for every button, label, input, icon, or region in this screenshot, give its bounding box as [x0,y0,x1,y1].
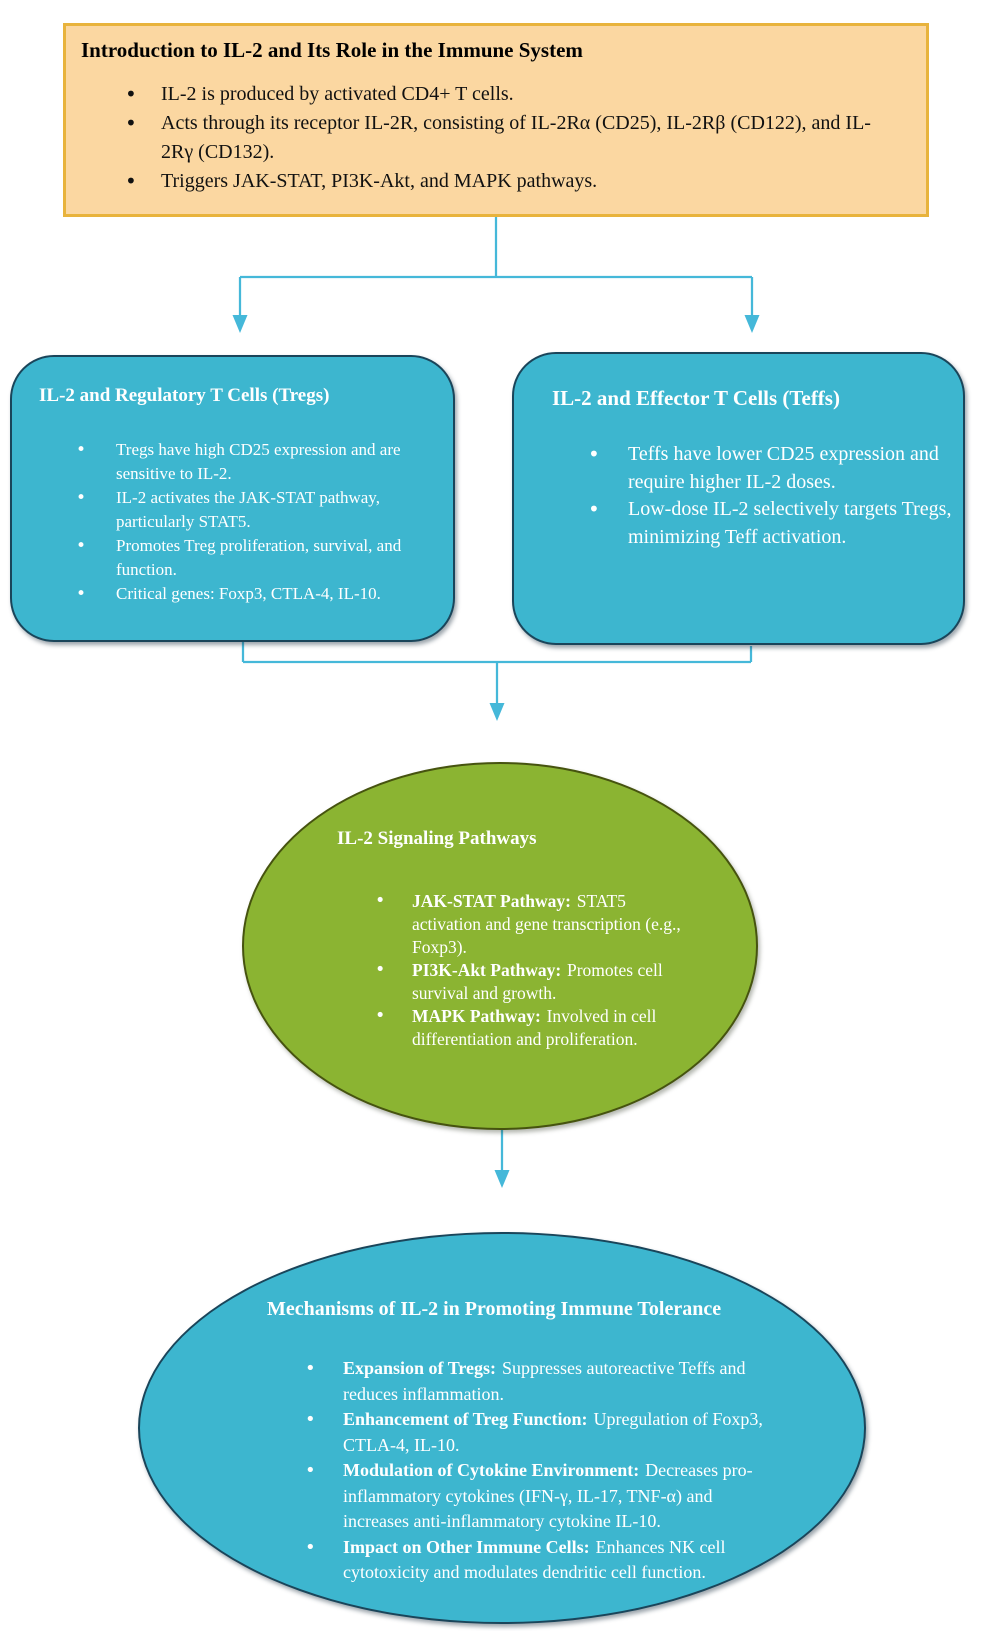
teffs-bullet-list [514,441,963,551]
bullet-detail: Upregulation of Foxp3, CTLA-4, IL-10. [343,1409,763,1455]
bullet-lead: Modulation of Cytokine Environment: [343,1460,640,1480]
bullet-item [514,441,963,496]
bullet-detail: Promotes cell survival and growth. [412,960,663,1003]
connector-boxes-to-signaling [243,641,751,721]
bullet-detail: Enhances NK cell cytotoxicity and modulates dendritic cell function. [343,1536,726,1582]
bullet-item [12,582,453,606]
bullet-lead: JAK-STAT Pathway: [412,891,571,911]
bullet-item [66,109,926,167]
bullet-item [140,1356,864,1407]
bullet-item [244,959,756,1005]
bullet-item [66,167,926,196]
bullet-icon: • [125,82,137,106]
bullet-text [343,1537,726,1583]
bullet-text: Critical genes: Foxp3, CTLA-4, IL-10. [116,584,381,603]
bullet-item [12,486,453,534]
teffs-box [512,352,965,645]
bullet-icon: • [588,442,600,466]
arrowhead-down-icon [495,1170,510,1188]
bullet-icon: • [305,1358,316,1379]
intro-bullet-list [66,80,926,196]
bullet-detail: STAT5 activation and gene transcription (e.g., Foxp3). [412,891,681,957]
bullet-text: Acts through its receptor IL-2R, consisting of IL-2Rα (CD25), IL-2Rβ (CD122), and IL-2Rγ (CD132). [161,112,871,163]
bullet-item [66,80,926,109]
bullet-detail: Decreases pro-inflammatory cytokines (IFN-γ, IL-17, TNF-α) and increases anti-inflammatory cytokine IL-10. [343,1460,753,1531]
bullet-icon: • [125,111,137,135]
bullet-text [343,1358,746,1404]
bullet-text: Teffs have lower CD25 expression and require higher IL-2 doses. [628,443,939,493]
bullet-icon: • [305,1536,316,1558]
intro-title: Introduction to IL-2 and Its Role in the Immune System [81,38,583,62]
bullet-item [514,496,963,551]
bullet-item [140,1407,864,1458]
bullet-icon: • [588,497,600,521]
bullet-lead: PI3K-Akt Pathway: [412,960,562,980]
bullet-item [140,1535,864,1586]
bullet-text [412,891,681,957]
bullet-item [244,890,756,959]
bullet-icon: • [375,960,386,980]
tolerance-ellipse [138,1232,866,1624]
tolerance-bullet-list [140,1356,864,1586]
bullet-icon: • [375,891,386,911]
bullet-icon: • [125,169,137,193]
tregs-box [10,355,455,642]
bullet-lead: Enhancement of Treg Function: [343,1409,588,1429]
bullet-icon: • [305,1409,316,1430]
bullet-icon: • [76,488,87,508]
connector-signaling-to-tolerance [495,1130,510,1188]
bullet-lead: Expansion of Tregs: [343,1358,497,1378]
bullet-text [343,1409,763,1455]
bullet-item [244,1005,756,1051]
bullet-lead: Impact on Other Immune Cells: [343,1536,590,1557]
bullet-detail: Involved in cell differentiation and proliferation. [412,1006,657,1049]
bullet-text [412,1006,656,1049]
bullet-item [12,534,453,582]
arrowhead-down-icon [233,315,248,333]
signaling-bullet-list [244,890,756,1051]
bullet-lead: MAPK Pathway: [412,1006,541,1026]
bullet-icon: • [76,536,87,556]
signaling-title: IL-2 Signaling Pathways [337,828,537,849]
bullet-text: Promotes Treg proliferation, survival, and function. [116,536,402,579]
arrowhead-down-icon [745,315,760,333]
bullet-text: Tregs have high CD25 expression and are sensitive to IL-2. [116,440,401,483]
arrowhead-down-icon [490,703,505,721]
bullet-icon: • [375,1006,386,1026]
teffs-title: IL-2 and Effector T Cells (Teffs) [552,386,840,410]
bullet-icon: • [305,1460,316,1481]
bullet-text [343,1460,753,1531]
bullet-icon: • [76,584,87,604]
connector-intro-to-boxes [233,217,760,333]
bullet-text: IL-2 is produced by activated CD4+ T cells. [161,83,514,105]
tregs-title: IL-2 and Regulatory T Cells (Tregs) [39,385,330,406]
signaling-ellipse [242,762,758,1130]
tregs-bullet-list [12,438,453,606]
bullet-text [412,960,663,1003]
bullet-item [12,438,453,486]
bullet-text: Triggers JAK-STAT, PI3K-Akt, and MAPK pathways. [161,170,598,192]
bullet-item [140,1458,864,1535]
bullet-icon: • [76,440,87,460]
bullet-text: IL-2 activates the JAK-STAT pathway, particularly STAT5. [116,488,380,531]
bullet-detail: Suppresses autoreactive Teffs and reduces inflammation. [343,1358,746,1404]
tolerance-title: Mechanisms of IL-2 in Promoting Immune Tolerance [267,1298,722,1320]
bullet-text: Low-dose IL-2 selectively targets Tregs, minimizing Teff activation. [628,498,952,548]
intro-box [63,23,929,217]
